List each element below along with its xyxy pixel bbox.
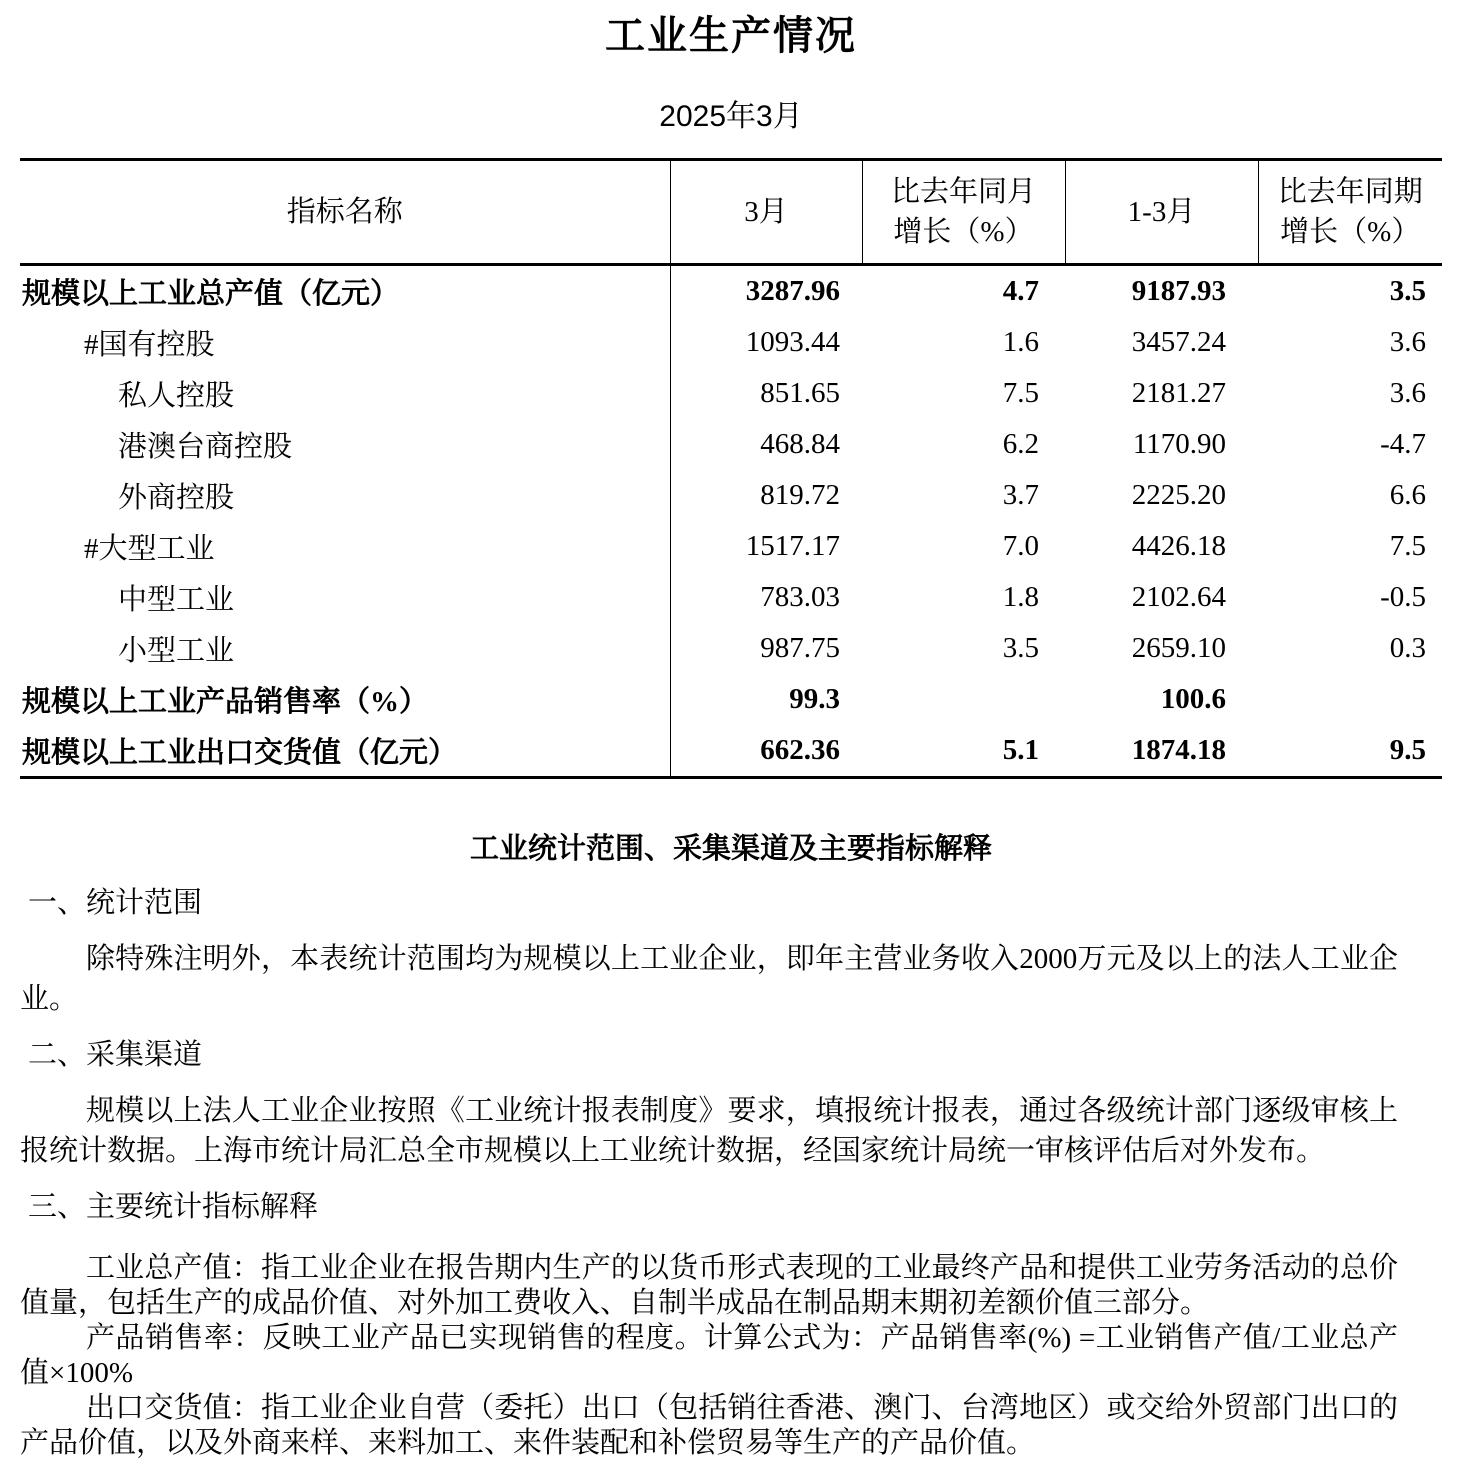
value-cell: 1517.17 <box>670 521 862 572</box>
value-cell: 7.0 <box>1002 530 1039 562</box>
table-row <box>20 470 1442 521</box>
notes-heading: 工业统计范围、采集渠道及主要指标解释 <box>469 833 992 865</box>
value-cell: -4.7 <box>1380 428 1426 460</box>
value-cell: 4426.18 <box>1131 530 1226 562</box>
value-cell: 3287.96 <box>670 265 862 318</box>
table-row <box>20 419 1442 470</box>
value-cell: 9.5 <box>1389 734 1426 766</box>
note-paragraph: 出口交货值：指工业企业自营（委托）出口（包括销往香港、澳门、台湾地区）或交给外贸部门出口的产品价值，以及外商来样、来料加工、来件装配和补偿贸易等生产的产品价值。 <box>20 1392 1398 1459</box>
value-cell: 851.65 <box>670 368 862 419</box>
value-cell: 5.1 <box>1002 734 1039 766</box>
column-header-yoy-month: 比去年同月 增长（%） <box>862 160 1065 265</box>
notes-body <box>0 883 1462 1461</box>
value-cell <box>862 674 1065 725</box>
value-cell: 819.72 <box>670 470 862 521</box>
value-cell: 2181.27 <box>1131 377 1226 409</box>
note-paragraph: 产品销售率：反映工业产品已实现销售的程度。计算公式为：产品销售率(%) =工业销售产值/工业总产值×100% <box>20 1322 1398 1389</box>
note-section-label: 一、统计范围 <box>28 887 203 919</box>
column-header-yoy-period: 比去年同期 增长（%） <box>1258 160 1442 265</box>
value-cell: 783.03 <box>670 572 862 623</box>
indicator-name-cell: #国有控股 <box>84 329 215 361</box>
indicator-name-cell: 中型工业 <box>118 584 235 616</box>
value-cell: 7.5 <box>1002 377 1039 409</box>
value-cell: 100.6 <box>1160 683 1226 715</box>
column-header-jan-march: 1-3月 <box>1065 160 1258 265</box>
value-cell: 3.6 <box>1389 326 1426 358</box>
indicator-name-cell: 港澳台商控股 <box>118 431 293 463</box>
note-paragraph-group <box>0 1091 1462 1171</box>
note-paragraph: 规模以上法人工业企业按照《工业统计报表制度》要求，填报统计报表，通过各级统计部门逐级审核上报统计数据。上海市统计局汇总全市规模以上工业统计数据，经国家统计局统一审核评估后对外发布。 <box>20 1095 1398 1167</box>
value-cell: 3.7 <box>1002 479 1039 511</box>
note-paragraph: 工业总产值：指工业企业在报告期内生产的以货币形式表现的工业最终产品和提供工业劳务活动的总价值量，包括生产的成品价值、对外加工费收入、自制半成品在制品期末期初差额价值三部分。 <box>20 1252 1398 1319</box>
value-cell: 3457.24 <box>1131 326 1226 358</box>
table-row <box>20 317 1442 368</box>
indicator-name-cell: 小型工业 <box>118 635 235 667</box>
value-cell: -0.5 <box>1380 581 1426 613</box>
table-row <box>20 265 1442 318</box>
indicator-name-cell: 规模以上工业出口交货值（亿元） <box>22 737 458 769</box>
value-cell: 1.6 <box>1002 326 1039 358</box>
indicator-name-cell: 外商控股 <box>118 482 235 514</box>
table-row <box>20 521 1442 572</box>
value-cell: 99.3 <box>670 674 862 725</box>
table-row <box>20 623 1442 674</box>
note-section-label: 三、主要统计指标解释 <box>28 1191 319 1223</box>
value-cell: 1.8 <box>1002 581 1039 613</box>
value-cell: 1093.44 <box>670 317 862 368</box>
value-cell: 6.6 <box>1389 479 1426 511</box>
note-paragraph-group <box>0 939 1462 1019</box>
indicator-name-cell: 私人控股 <box>118 380 235 412</box>
notes-section <box>0 831 1462 1461</box>
value-cell: 2102.64 <box>1131 581 1226 613</box>
value-cell: 987.75 <box>670 623 862 674</box>
value-cell: 1874.18 <box>1131 734 1226 766</box>
value-cell: 2225.20 <box>1131 479 1226 511</box>
value-cell: 3.5 <box>1389 275 1426 307</box>
note-paragraph: 除特殊注明外，本表统计范围均为规模以上工业企业，即年主营业务收入2000万元及以上的法人工业企业。 <box>20 943 1398 1015</box>
page-subtitle: 2025年3月 <box>659 100 803 133</box>
value-cell: 2659.10 <box>1131 632 1226 664</box>
value-cell: 3.5 <box>1002 632 1039 664</box>
table-body <box>20 265 1442 778</box>
indicator-name-cell: 规模以上工业产品销售率（%） <box>22 686 429 718</box>
value-cell: 9187.93 <box>1131 275 1226 307</box>
value-cell: 468.84 <box>670 419 862 470</box>
stats-table <box>20 158 1442 779</box>
column-header-indicator: 指标名称 <box>20 160 670 265</box>
table-header-row <box>20 160 1442 265</box>
note-paragraph-group <box>0 1251 1462 1461</box>
table-row <box>20 572 1442 623</box>
value-cell: 0.3 <box>1389 632 1426 664</box>
page-title: 工业生产情况 <box>605 14 857 58</box>
column-header-march: 3月 <box>670 160 862 265</box>
table-row <box>20 368 1442 419</box>
value-cell: 6.2 <box>1002 428 1039 460</box>
table-row <box>20 674 1442 725</box>
value-cell: 4.7 <box>1002 275 1039 307</box>
note-section-label: 二、采集渠道 <box>28 1039 203 1071</box>
value-cell: 7.5 <box>1389 530 1426 562</box>
value-cell <box>1258 674 1442 725</box>
value-cell: 3.6 <box>1389 377 1426 409</box>
indicator-name-cell: #大型工业 <box>84 533 215 565</box>
table-row <box>20 725 1442 778</box>
value-cell: 1170.90 <box>1132 428 1226 460</box>
indicator-name-cell: 规模以上工业总产值（亿元） <box>22 278 400 310</box>
value-cell: 662.36 <box>670 725 862 778</box>
